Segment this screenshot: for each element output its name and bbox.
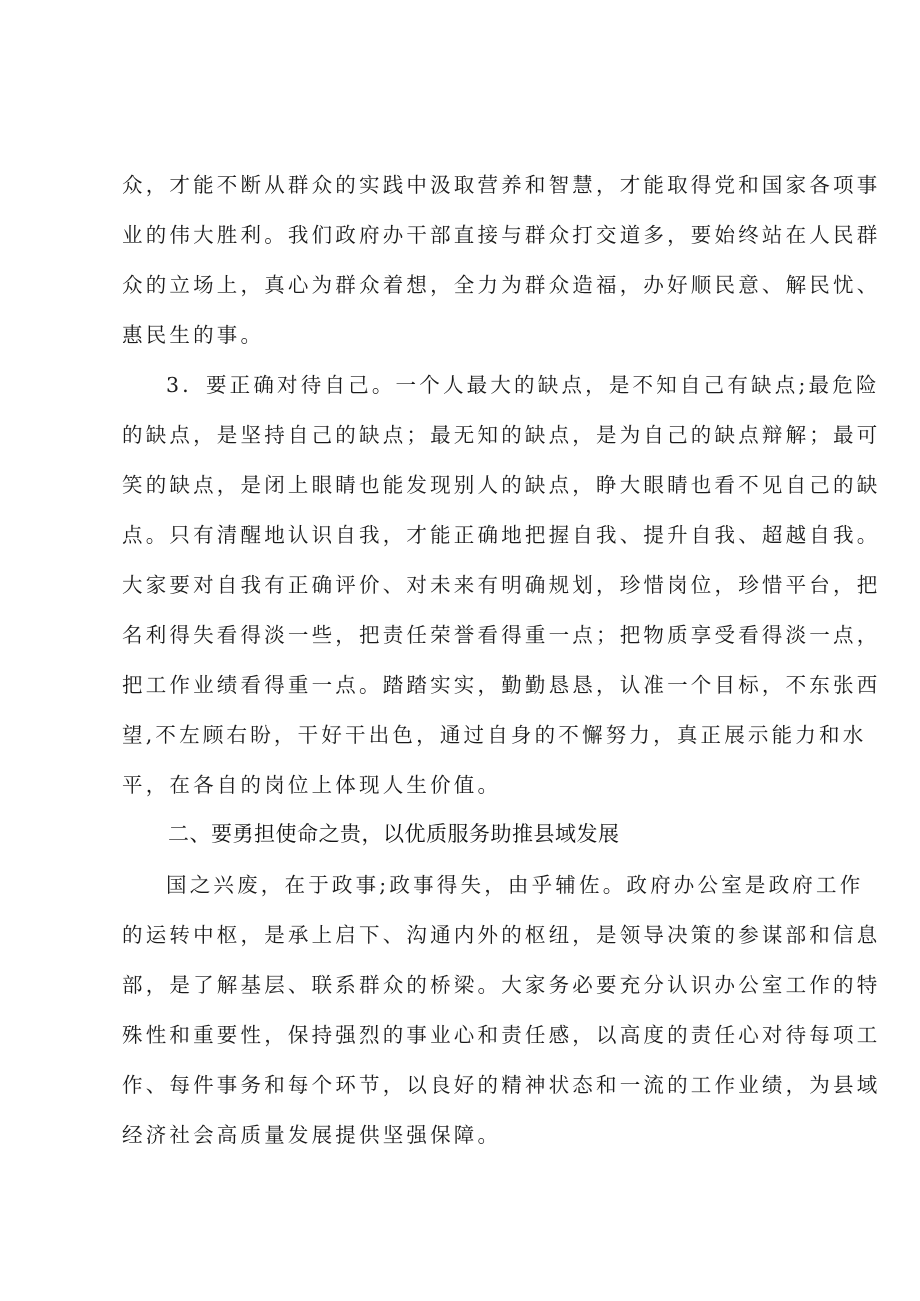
text-line: 惠民生的事。: [122, 323, 265, 347]
text-line: 殊性和重要性，保持强烈的事业心和责任感，以高度的责任心对待每项工: [122, 1023, 881, 1047]
text-line: 业的伟大胜利。我们政府办干部直接与群众打交道多，要始终站在人民群: [122, 223, 881, 247]
text-line: 众，才能不断从群众的实践中汲取营养和智慧，才能取得党和国家各项事: [122, 173, 881, 197]
text-line: 国之兴废，在于政事;政事得失，由乎辅佐。政府办公室是政府工作: [166, 873, 864, 897]
paragraph-point-3: [122, 360, 881, 810]
document-body: [122, 160, 881, 1160]
text-line: 望,不左顾右盼，干好干出色，通过自身的不懈努力，真正展示能力和水: [122, 723, 867, 747]
text-line: 把工作业绩看得重一点。踏踏实实，勤勤恳恳，认准一个目标，不东张西: [122, 673, 881, 697]
text-line: 部，是了解基层、联系群众的桥梁。大家务必要充分认识办公室工作的特: [122, 973, 881, 997]
text-line: 众的立场上，真心为群众着想，全力为群众造福，办好顺民意、解民忧、: [122, 273, 881, 297]
text-line: 3．要正确对待自己。一个人最大的缺点，是不知自己有缺点;最危险: [166, 373, 880, 397]
text-line: 作、每件事务和每个环节，以良好的精神状态和一流的工作业绩，为县域: [122, 1073, 881, 1097]
text-line: 大家要对自我有正确评价、对未来有明确规划，珍惜岗位，珍惜平台，把: [122, 573, 881, 597]
text-line: 名利得失看得淡一些，把责任荣誉看得重一点；把物质享受看得淡一点，: [122, 623, 881, 647]
text-line: 的运转中枢，是承上启下、沟通内外的枢纽，是领导决策的参谋部和信息: [122, 923, 881, 947]
section-heading: 二、要勇担使命之贵，以优质服务助推县域发展: [168, 822, 620, 846]
text-line: 经济社会高质量发展提供坚强保障。: [122, 1123, 502, 1147]
paragraph-section-2: [122, 860, 881, 1160]
text-line: 笑的缺点，是闭上眼睛也能发现别人的缺点，睁大眼睛也看不见自己的缺: [122, 473, 881, 497]
paragraph-continuation: [122, 160, 881, 360]
text-line: 点。只有清醒地认识自我，才能正确地把握自我、提升自我、超越自我。: [122, 523, 881, 547]
text-line: 的缺点，是坚持自己的缺点；最无知的缺点，是为自己的缺点辩解；最可: [122, 423, 881, 447]
text-line: 平，在各自的岗位上体现人生价值。: [122, 773, 502, 797]
